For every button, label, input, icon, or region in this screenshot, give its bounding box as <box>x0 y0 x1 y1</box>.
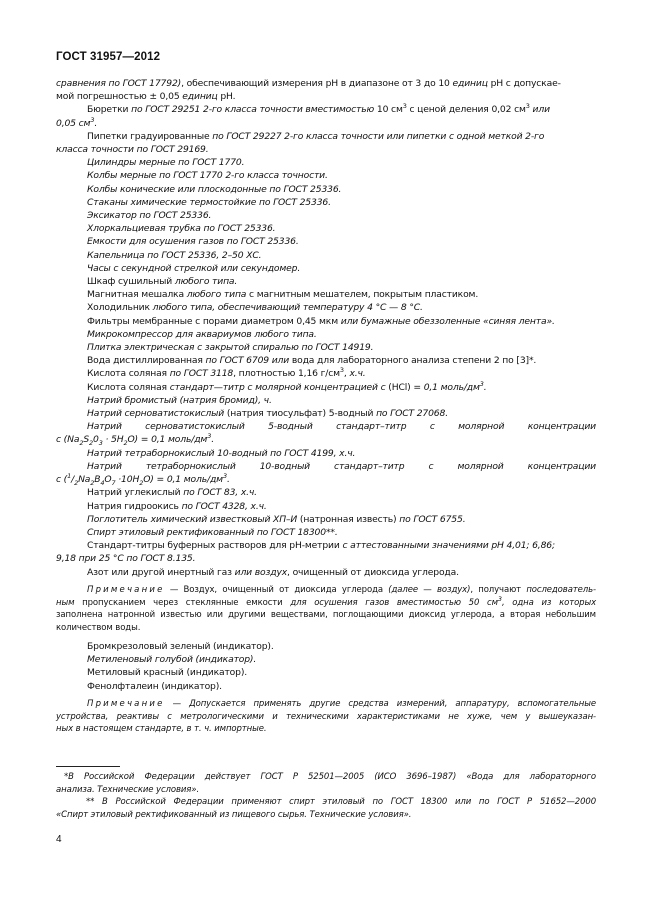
text-run: 3 <box>525 102 530 111</box>
page-number: 4 <box>56 834 62 845</box>
text-run: единиц <box>182 91 218 103</box>
note-label: Примечание <box>87 584 165 595</box>
footnote-divider <box>56 766 120 767</box>
text-run: , получают <box>470 584 527 595</box>
footnote-line: анализа. Технические условия». <box>56 784 200 795</box>
text-run: количеством воды. <box>56 623 141 634</box>
text-run: 2 <box>139 478 144 487</box>
text-run: Натрий тетраборнокислый 10-водный стандарт–титр с молярной концентрации <box>87 460 596 472</box>
text-run: , очищенный от диоксида углерода. <box>287 566 459 578</box>
text-run: Холодильник <box>87 302 153 314</box>
indicator-item <box>56 680 596 693</box>
text-run: Бюретки <box>87 104 132 116</box>
text-run: Кислота соляная <box>87 368 170 380</box>
text-run: последователь- <box>526 584 596 595</box>
list-item <box>56 275 596 288</box>
text-run: 2 <box>74 478 79 487</box>
text-run: Стаканы химические термостойкие по ГОСТ 25336. <box>87 196 331 208</box>
text-run: Плитка электрическая с закрытой спиралью по ГОСТ 14919. <box>87 342 374 354</box>
indicator-list <box>56 640 596 693</box>
indicator-item <box>56 640 596 653</box>
note-line <box>56 609 596 622</box>
text-run: Спирт этиловый ректификованный по ГОСТ 18300**. <box>87 526 338 538</box>
text-run: 9,18 при 25 °С по ГОСТ 8.135. <box>56 553 196 565</box>
text-run: устройства, реактивы с метрологическими и техническими характеристиками не хуже, чем у вышеуказан- <box>56 711 596 722</box>
text-run: по ГОСТ 6755. <box>399 513 466 525</box>
note-line <box>56 698 596 711</box>
list-item <box>56 249 596 262</box>
list-item <box>56 235 596 248</box>
list-item <box>56 407 596 420</box>
text-run: (натронная известь) <box>297 513 400 525</box>
text-run: Кислота соляная <box>87 381 170 393</box>
text-run: Хлоркальциевая трубка по ГОСТ 25336. <box>87 223 276 235</box>
list-item <box>56 381 596 394</box>
document-body <box>56 77 596 736</box>
indicator-item <box>56 653 596 666</box>
text-run: 1 <box>67 472 72 481</box>
text-run: , одна из которых <box>501 597 597 608</box>
text-run: х.ч. <box>349 368 366 380</box>
list-item <box>56 90 596 103</box>
list-item <box>56 156 596 169</box>
note-line <box>56 584 596 597</box>
text-run: 3 <box>98 439 103 448</box>
list-item <box>56 513 596 526</box>
text-run: любого типа, обеспечивающий температуру 4 °С — 8 °С. <box>152 302 423 314</box>
list-item <box>56 328 596 341</box>
list-item <box>56 367 596 380</box>
text-run: Эксикатор по ГОСТ 25336. <box>87 210 212 222</box>
text-run: / <box>71 474 75 486</box>
text-run: ных в настоящем стандарте, в т. ч. импортные. <box>56 724 267 735</box>
list-item <box>56 552 596 565</box>
text-run: Часы с секундной стрелкой или секундомер. <box>87 262 301 274</box>
text-run: Магнитная мешалка <box>87 289 187 301</box>
list-item <box>56 566 596 579</box>
footnote-line: ** В Российской Федерации применяют спирт этиловый по ГОСТ 18300 или по ГОСТ Р 51652—2000 <box>86 797 596 808</box>
text-run: 3 <box>222 472 227 481</box>
list-item <box>56 77 596 90</box>
text-run: Капельница по ГОСТ 25336, 2–50 ХС. <box>87 249 262 261</box>
text-run: мой погрешностью ± 0,05 <box>56 91 183 103</box>
note-line <box>56 723 596 736</box>
text-run: — Допускается применять другие средства измерений, аппаратуру, вспомогательные <box>164 698 596 709</box>
text-run: S <box>83 434 89 446</box>
list-item <box>56 209 596 222</box>
text-run: Метиленовый голубой (индикатор). <box>87 654 257 666</box>
text-run: . <box>94 117 98 129</box>
note-air-purification <box>56 584 596 635</box>
list-item <box>56 222 596 235</box>
list-item <box>56 169 596 182</box>
text-run: 0 <box>93 434 99 446</box>
text-run: pH. <box>217 91 236 103</box>
text-run: 7 <box>111 478 116 487</box>
list-item <box>56 460 596 473</box>
footnote-line: *В Российской Федерации действует ГОСТ Р 52501—2005 (ИСО 3696–1987) «Вода для лабораторного <box>64 772 596 782</box>
text-run: 2 <box>90 478 95 487</box>
text-run: O) = 0,1 моль/дм <box>127 434 208 446</box>
text-run: по ГОСТ 4328, х.ч. <box>181 500 267 512</box>
text-run: Азот или другой инертный газ <box>87 566 235 578</box>
text-run: 10 см <box>374 104 403 116</box>
list-item <box>56 354 596 367</box>
text-run: . <box>211 434 214 446</box>
text-run: = 0,1 моль/дм <box>413 381 480 393</box>
list-item <box>56 143 596 156</box>
text-run: , обеспечивающий измерения pH в диапазоне от 3 до 10 <box>181 78 453 89</box>
note-line <box>56 622 596 635</box>
text-run: · 5H <box>102 434 124 446</box>
text-run: 2 <box>79 439 84 448</box>
text-run: ·10H <box>115 474 140 486</box>
list-item <box>56 526 596 539</box>
text-run: Метиловый красный (индикатор). <box>87 667 248 679</box>
text-run: Натрий углекислый <box>87 487 184 499</box>
list-item <box>56 103 596 116</box>
text-run: 4 <box>100 478 105 487</box>
text-run: с ценой деления 0,02 см <box>406 104 526 116</box>
text-run: по ГОСТ 83, х.ч. <box>183 487 257 499</box>
list-item <box>56 301 596 314</box>
note-line <box>56 594 597 610</box>
text-run: Натрий бромистый (натрия бромид), ч. <box>87 394 272 406</box>
text-run: 3 <box>497 594 502 603</box>
list-item <box>56 394 596 407</box>
list-item <box>56 288 596 301</box>
text-run: или <box>529 104 550 116</box>
text-run: Цилиндры мерные по ГОСТ 1770. <box>87 157 245 169</box>
text-run: 3 <box>90 115 95 124</box>
text-run: O) = 0,1 моль/дм <box>143 474 223 486</box>
text-run: для осушения газов вместимостью 50 см <box>290 597 498 608</box>
text-run: (HCl) <box>385 381 414 393</box>
list-item <box>56 539 596 552</box>
text-run: 3 <box>479 379 484 388</box>
document-code-header: ГОСТ 31957—2012 <box>56 51 161 63</box>
text-run: по ГОСТ 29251 2-го класса точности вместимостью <box>131 104 375 116</box>
text-run: 3 <box>207 432 212 441</box>
text-run: pH с допускае- <box>487 78 561 89</box>
text-run: класса точности по ГОСТ 29169. <box>56 144 209 156</box>
text-run: Натрий тетраборнокислый 10-водный по ГОСТ 4199, х.ч. <box>87 447 356 459</box>
text-run: O <box>104 474 112 486</box>
text-run: Натрий серноватистокислый 5-водный стандарт–титр с молярной концентрации <box>87 421 596 433</box>
list-item <box>56 117 596 130</box>
indicator-item <box>56 666 596 679</box>
text-run: Натрия гидроокись <box>87 500 182 512</box>
text-run: Колбы конические или плоскодонные по ГОСТ 25336. <box>87 183 342 195</box>
text-run: 2 <box>123 439 128 448</box>
text-run: ным <box>56 597 75 608</box>
text-run: по ГОСТ 27068. <box>376 408 448 420</box>
note-label: Примечание <box>87 698 165 709</box>
note-alternative-equipment <box>56 698 596 736</box>
text-run: 0,05 см <box>56 117 91 129</box>
equipment-list <box>56 77 596 579</box>
text-run: 3 <box>402 102 407 111</box>
text-run: любого типа. <box>174 276 238 288</box>
text-run: единиц <box>452 78 488 89</box>
text-run: стандарт—титр с молярной концентрацией с <box>169 381 386 393</box>
text-run: любого типа <box>186 289 247 301</box>
text-run: заполнена натронной известью или другими веществами, поглощающими диоксид углерода, а вторая небольшим <box>56 610 596 621</box>
text-run: Пипетки градуированные <box>87 130 213 142</box>
list-item <box>56 500 596 513</box>
text-run: по ГОСТ 29227 2-го класса точности или пипетки с одной меткой 2-го <box>212 130 545 142</box>
text-run: c (Na <box>56 434 80 446</box>
text-run: Na <box>78 474 91 486</box>
list-item <box>56 433 596 446</box>
text-run: (далее — воздух) <box>388 584 471 595</box>
list-item <box>56 486 596 499</box>
text-run: Колбы мерные по ГОСТ 1770 2-го класса точности. <box>87 170 328 182</box>
list-item <box>56 447 596 460</box>
text-run: . <box>226 474 230 486</box>
text-run: с аттестованными значениями pH 4,01; 6,86; <box>342 540 555 552</box>
list-item <box>56 473 596 486</box>
text-run: Бромкрезоловый зеленый (индикатор). <box>87 640 274 652</box>
text-run: (натрия тиосульфат) 5-водный <box>224 408 377 420</box>
text-run: Стандарт-титры буферных растворов для pH-метрии <box>87 540 343 552</box>
text-run: Шкаф сушильный <box>87 276 175 288</box>
text-run: Натрий серноватистокислый <box>87 408 225 420</box>
text-run: Фильтры мембранные с порами диаметром 0,45 мкм <box>87 315 341 327</box>
text-run: — Воздух, очищенный от диоксида углерода <box>164 584 389 595</box>
text-run: Емкости для осушения газов по ГОСТ 25336. <box>87 236 299 248</box>
list-item <box>56 130 596 143</box>
text-run: Поглотитель химический известковый ХП–И <box>87 513 298 525</box>
list-item <box>56 183 596 196</box>
text-run: сравнения по ГОСТ 17792) <box>56 78 182 89</box>
text-run: 3 <box>339 366 344 375</box>
text-run: . <box>483 381 487 393</box>
text-run: вода для лабораторного анализа степени 2 по [3]*. <box>289 355 537 367</box>
text-run: или бумажные обеззоленные «синяя лента». <box>340 315 555 327</box>
list-item <box>56 420 596 433</box>
text-run: Вода дистиллированная <box>87 355 206 367</box>
text-run: c ( <box>56 474 68 486</box>
text-run: 2 <box>89 439 93 448</box>
text-run: , плотностью 1,16 г/см <box>233 368 340 380</box>
text-run: , <box>343 368 350 380</box>
text-run: пропусканием через стеклянные емкости <box>74 597 291 608</box>
text-run: по ГОСТ 6709 или <box>205 355 290 367</box>
list-item <box>56 341 596 354</box>
text-run: с магнитным мешателем, покрытым пластиком. <box>246 289 479 301</box>
text-run: B <box>94 474 101 486</box>
text-run: или воздух <box>234 566 288 578</box>
text-run: Фенолфталеин (индикатор). <box>87 680 222 692</box>
text-run: по ГОСТ 3118 <box>169 368 234 380</box>
footnote-line: «Спирт этиловый ректификованный из пищевого сырья. Технические условия». <box>56 809 412 820</box>
list-item <box>56 315 596 328</box>
list-item <box>56 196 596 209</box>
footnotes <box>56 771 596 821</box>
note-line <box>56 711 596 724</box>
text-run: Микрокомпрессор для аквариумов любого типа. <box>87 328 317 340</box>
list-item <box>56 262 596 275</box>
